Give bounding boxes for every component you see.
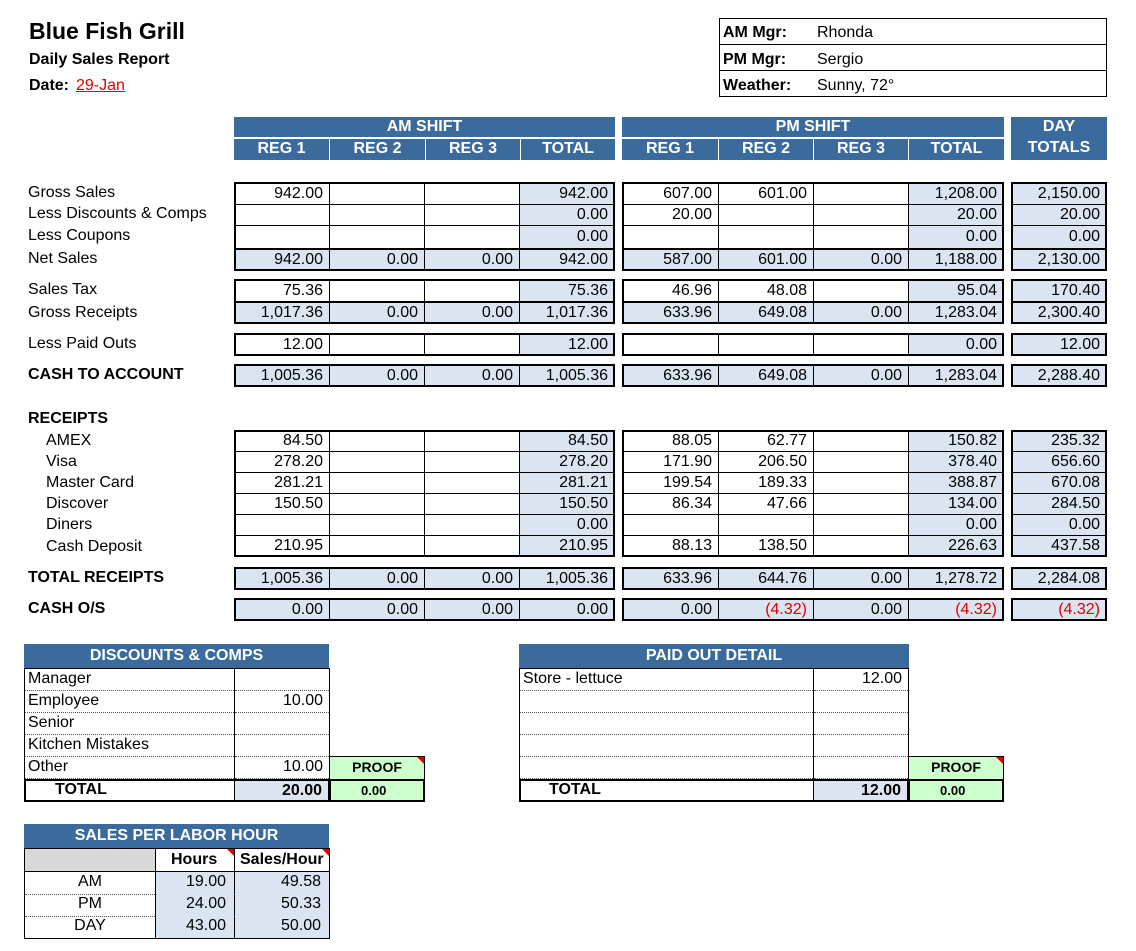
cell-visa-4[interactable]: 171.90 [622, 451, 719, 473]
discount-item-label: Senior [25, 713, 234, 735]
cell-net-sales-1[interactable]: 0.00 [329, 248, 425, 271]
cell-visa-3[interactable]: 278.20 [519, 451, 615, 473]
cell-master-card-6[interactable] [813, 472, 909, 494]
comment-indicator-icon [996, 757, 1003, 764]
cell-cash-to-account-3[interactable]: 1,005.36 [519, 364, 615, 387]
pm-total-header: TOTAL [909, 139, 1004, 160]
row-label-less-coupons: Less Coupons [28, 227, 131, 244]
cell-less-paid-outs-6[interactable] [813, 333, 909, 356]
discount-item-label: Kitchen Mistakes [25, 735, 234, 757]
cell-amex-6[interactable] [813, 430, 909, 452]
cell-diners-6[interactable] [813, 514, 909, 536]
am-total-header: TOTAL [521, 139, 615, 160]
cell-sales-tax-1[interactable] [329, 279, 425, 302]
cell-total-receipts-4[interactable]: 633.96 [622, 567, 719, 590]
cell-gross-sales-7[interactable]: 1,208.00 [908, 182, 1004, 205]
cell-gross-sales-0[interactable]: 942.00 [234, 182, 330, 205]
cell-less-discounts-8[interactable]: 20.00 [1011, 204, 1107, 226]
discount-item-value[interactable]: 10.00 [235, 691, 329, 713]
cell-less-paid-outs-0[interactable]: 12.00 [234, 333, 330, 356]
paid-out-item-value[interactable] [814, 757, 908, 779]
discounts-proof-label: PROOF [329, 756, 425, 780]
cell-gross-sales-8[interactable]: 2,150.00 [1011, 182, 1107, 205]
cell-less-discounts-2[interactable] [424, 204, 520, 226]
pm-reg3-header: REG 3 [814, 139, 908, 160]
labor-row-sales: 50.33 [235, 894, 329, 916]
paid-out-proof-value: 0.00 [908, 779, 1004, 802]
cell-visa-7[interactable]: 378.40 [908, 451, 1004, 473]
cell-less-coupons-0[interactable] [234, 225, 330, 249]
cell-net-sales-4[interactable]: 587.00 [622, 248, 719, 271]
cell-visa-5[interactable]: 206.50 [718, 451, 814, 473]
cell-master-card-3[interactable]: 281.21 [519, 472, 615, 494]
day-totals-header: TOTALS [1011, 138, 1107, 160]
cell-gross-sales-1[interactable] [329, 182, 425, 205]
discounts-total-value: 20.00 [234, 779, 330, 802]
row-label-cash-deposit: Cash Deposit [46, 538, 143, 555]
cell-gross-receipts-3[interactable]: 1,017.36 [519, 301, 615, 324]
cell-less-paid-outs-4[interactable] [622, 333, 719, 356]
am-reg2-header: REG 2 [330, 139, 425, 160]
cell-sales-tax-5[interactable]: 48.08 [718, 279, 814, 302]
discount-item-value[interactable] [235, 735, 329, 757]
cell-cash-deposit-2[interactable] [424, 535, 520, 557]
cell-less-coupons-1[interactable] [329, 225, 425, 249]
paid-out-item-label[interactable] [520, 691, 813, 713]
cell-master-card-4[interactable]: 199.54 [622, 472, 719, 494]
cell-less-coupons-5[interactable] [718, 225, 814, 249]
cell-gross-sales-3[interactable]: 942.00 [519, 182, 615, 205]
cell-visa-0[interactable]: 278.20 [234, 451, 330, 473]
cell-master-card-2[interactable] [424, 472, 520, 494]
cell-diners-2[interactable] [424, 514, 520, 536]
cell-discover-0[interactable]: 150.50 [234, 493, 330, 515]
cell-master-card-1[interactable] [329, 472, 425, 494]
day-header: DAY [1011, 117, 1107, 138]
row-label-visa: Visa [46, 453, 77, 470]
cell-less-discounts-3[interactable]: 0.00 [519, 204, 615, 226]
cell-total-receipts-6[interactable]: 0.00 [813, 567, 909, 590]
cell-diners-4[interactable] [622, 514, 719, 536]
cell-sales-tax-0[interactable]: 75.36 [234, 279, 330, 302]
comment-indicator-icon [322, 849, 329, 856]
cell-diners-1[interactable] [329, 514, 425, 536]
cell-total-receipts-0[interactable]: 1,005.36 [234, 567, 330, 590]
cell-visa-2[interactable] [424, 451, 520, 473]
row-label-diners: Diners [46, 516, 93, 533]
row-label-cash-to-account: CASH TO ACCOUNT [28, 366, 184, 383]
cell-amex-1[interactable] [329, 430, 425, 452]
paid-out-total-value: 12.00 [813, 779, 909, 802]
cell-cash-deposit-4[interactable]: 88.13 [622, 535, 719, 557]
row-label-gross-sales: Gross Sales [28, 184, 116, 201]
cell-less-discounts-5[interactable] [718, 204, 814, 226]
cell-cash-os-3[interactable]: 0.00 [519, 598, 615, 621]
cell-sales-tax-6[interactable] [813, 279, 909, 302]
cell-sales-tax-3[interactable]: 75.36 [519, 279, 615, 302]
paid-out-item-value[interactable]: 12.00 [814, 669, 908, 691]
row-label-discover: Discover [46, 495, 109, 512]
cell-gross-receipts-8[interactable]: 2,300.40 [1011, 301, 1107, 324]
paid-out-item-value[interactable] [814, 691, 908, 713]
labor-hours-header: Hours [171, 851, 218, 868]
cell-cash-to-account-0[interactable]: 1,005.36 [234, 364, 330, 387]
pm-reg2-header: REG 2 [719, 139, 813, 160]
cell-cash-to-account-5[interactable]: 649.08 [718, 364, 814, 387]
cell-cash-to-account-7[interactable]: 1,283.04 [908, 364, 1004, 387]
cell-cash-to-account-6[interactable]: 0.00 [813, 364, 909, 387]
cell-gross-receipts-2[interactable]: 0.00 [424, 301, 520, 324]
cell-cash-to-account-1[interactable]: 0.00 [329, 364, 425, 387]
labor-row-hours[interactable]: 24.00 [156, 894, 234, 916]
weather-label: Weather: [723, 77, 792, 94]
cell-total-receipts-2[interactable]: 0.00 [424, 567, 520, 590]
paid-out-item-label[interactable]: Store - lettuce [520, 669, 813, 691]
cell-total-receipts-3[interactable]: 1,005.36 [519, 567, 615, 590]
pm-mgr-value[interactable]: Sergio [817, 51, 864, 68]
paid-out-item-value[interactable] [814, 735, 908, 757]
cell-cash-deposit-3[interactable]: 210.95 [519, 535, 615, 557]
cell-total-receipts-5[interactable]: 644.76 [718, 567, 814, 590]
cell-cash-deposit-1[interactable] [329, 535, 425, 557]
cell-total-receipts-8[interactable]: 2,284.08 [1011, 567, 1107, 590]
cell-gross-sales-2[interactable] [424, 182, 520, 205]
comment-indicator-icon [417, 757, 424, 764]
cell-cash-to-account-2[interactable]: 0.00 [424, 364, 520, 387]
cell-gross-receipts-7[interactable]: 1,283.04 [908, 301, 1004, 324]
row-label-less-paid-outs: Less Paid Outs [28, 335, 137, 352]
cell-visa-8[interactable]: 656.60 [1011, 451, 1107, 473]
row-label-less-discounts: Less Discounts & Comps [28, 205, 207, 222]
cell-cash-deposit-5[interactable]: 138.50 [718, 535, 814, 557]
cell-gross-sales-4[interactable]: 607.00 [622, 182, 719, 205]
cell-amex-4[interactable]: 88.05 [622, 430, 719, 452]
cell-less-paid-outs-7[interactable]: 0.00 [908, 333, 1004, 356]
cell-discover-6[interactable] [813, 493, 909, 515]
cell-net-sales-6[interactable]: 0.00 [813, 248, 909, 271]
cell-discover-3[interactable]: 150.50 [519, 493, 615, 515]
paid-out-proof-label: PROOF [908, 756, 1004, 780]
cell-less-discounts-0[interactable] [234, 204, 330, 226]
paid-out-header: PAID OUT DETAIL [519, 644, 909, 668]
cell-cash-deposit-0[interactable]: 210.95 [234, 535, 330, 557]
cell-less-coupons-6[interactable] [813, 225, 909, 249]
cell-diners-5[interactable] [718, 514, 814, 536]
cell-less-discounts-1[interactable] [329, 204, 425, 226]
discounts-header: DISCOUNTS & COMPS [24, 644, 329, 668]
labor-sales-header: Sales/Hour [240, 851, 324, 868]
cell-cash-os-6[interactable]: 0.00 [813, 598, 909, 621]
pm-mgr-label: PM Mgr: [723, 51, 787, 68]
cell-sales-tax-2[interactable] [424, 279, 520, 302]
cell-master-card-7[interactable]: 388.87 [908, 472, 1004, 494]
cell-amex-8[interactable]: 235.32 [1011, 430, 1107, 452]
cell-less-discounts-4[interactable]: 20.00 [622, 204, 719, 226]
cell-diners-8[interactable]: 0.00 [1011, 514, 1107, 536]
paid-out-item-label[interactable] [520, 735, 813, 757]
cell-master-card-8[interactable]: 670.08 [1011, 472, 1107, 494]
date-label: Date: [29, 77, 70, 94]
cell-amex-3[interactable]: 84.50 [519, 430, 615, 452]
cell-less-paid-outs-8[interactable]: 12.00 [1011, 333, 1107, 356]
paid-out-item-label[interactable] [520, 757, 813, 779]
row-label-cash-os: CASH O/S [28, 600, 106, 617]
cell-gross-receipts-0[interactable]: 1,017.36 [234, 301, 330, 324]
row-label-amex: AMEX [46, 432, 92, 449]
discount-item-label: Other [25, 757, 234, 779]
row-label-sales-tax: Sales Tax [28, 281, 98, 298]
discounts-proof-value: 0.00 [329, 779, 425, 802]
paid-out-item-label[interactable] [520, 713, 813, 735]
cell-sales-tax-7[interactable]: 95.04 [908, 279, 1004, 302]
cell-master-card-5[interactable]: 189.33 [718, 472, 814, 494]
pm-shift-header: PM SHIFT [622, 117, 1004, 138]
cell-gross-receipts-4[interactable]: 633.96 [622, 301, 719, 324]
am-mgr-value[interactable]: Rhonda [817, 24, 874, 41]
comment-indicator-icon [227, 849, 234, 856]
receipts-heading: RECEIPTS [28, 410, 109, 427]
cell-cash-os-1[interactable]: 0.00 [329, 598, 425, 621]
cell-less-paid-outs-3[interactable]: 12.00 [519, 333, 615, 356]
cell-cash-os-8[interactable]: (4.32) [1011, 598, 1107, 621]
labor-row-sales: 50.00 [235, 916, 329, 938]
cell-net-sales-5[interactable]: 601.00 [718, 248, 814, 271]
cell-visa-6[interactable] [813, 451, 909, 473]
cell-cash-os-7[interactable]: (4.32) [908, 598, 1004, 621]
cell-gross-sales-5[interactable]: 601.00 [718, 182, 814, 205]
cell-cash-deposit-8[interactable]: 437.58 [1011, 535, 1107, 557]
report-title: Blue Fish Grill [29, 18, 185, 44]
cell-less-paid-outs-1[interactable] [329, 333, 425, 356]
am-reg1-header: REG 1 [234, 139, 329, 160]
am-mgr-label: AM Mgr: [723, 24, 787, 41]
cell-net-sales-8[interactable]: 2,130.00 [1011, 248, 1107, 271]
row-label-total-receipts: TOTAL RECEIPTS [28, 569, 165, 586]
cell-discover-2[interactable] [424, 493, 520, 515]
cell-sales-tax-8[interactable]: 170.40 [1011, 279, 1107, 302]
cell-gross-receipts-5[interactable]: 649.08 [718, 301, 814, 324]
am-reg3-header: REG 3 [426, 139, 520, 160]
cell-less-coupons-3[interactable]: 0.00 [519, 225, 615, 249]
cell-amex-0[interactable]: 84.50 [234, 430, 330, 452]
report-subtitle: Daily Sales Report [29, 51, 170, 68]
cell-sales-tax-4[interactable]: 46.96 [622, 279, 719, 302]
discount-item-value[interactable] [235, 669, 329, 691]
pm-reg1-header: REG 1 [622, 139, 718, 160]
discount-item-value[interactable] [235, 713, 329, 735]
cell-less-paid-outs-2[interactable] [424, 333, 520, 356]
cell-cash-deposit-7[interactable]: 226.63 [908, 535, 1004, 557]
cell-diners-7[interactable]: 0.00 [908, 514, 1004, 536]
cell-amex-2[interactable] [424, 430, 520, 452]
discount-item-value[interactable]: 10.00 [235, 757, 329, 779]
discount-item-label: Manager [25, 669, 234, 691]
cell-amex-7[interactable]: 150.82 [908, 430, 1004, 452]
cell-gross-receipts-1[interactable]: 0.00 [329, 301, 425, 324]
cell-diners-0[interactable] [234, 514, 330, 536]
weather-value[interactable]: Sunny, 72° [817, 77, 895, 94]
cell-amex-5[interactable]: 62.77 [718, 430, 814, 452]
cell-gross-receipts-6[interactable]: 0.00 [813, 301, 909, 324]
labor-header: SALES PER LABOR HOUR [24, 824, 329, 848]
cell-net-sales-2[interactable]: 0.00 [424, 248, 520, 271]
labor-row-hours[interactable]: 19.00 [156, 872, 234, 894]
labor-row-sales: 49.58 [235, 872, 329, 894]
cell-master-card-0[interactable]: 281.21 [234, 472, 330, 494]
cell-less-coupons-7[interactable]: 0.00 [908, 225, 1004, 249]
cell-cash-deposit-6[interactable] [813, 535, 909, 557]
cell-cash-os-5[interactable]: (4.32) [718, 598, 814, 621]
paid-out-total-label: TOTAL [549, 781, 601, 798]
cell-total-receipts-1[interactable]: 0.00 [329, 567, 425, 590]
date-value[interactable]: 29-Jan [76, 77, 125, 94]
cell-discover-4[interactable]: 86.34 [622, 493, 719, 515]
cell-discover-1[interactable] [329, 493, 425, 515]
cell-less-coupons-2[interactable] [424, 225, 520, 249]
cell-net-sales-0[interactable]: 942.00 [234, 248, 330, 271]
cell-gross-sales-6[interactable] [813, 182, 909, 205]
cell-discover-5[interactable]: 47.66 [718, 493, 814, 515]
cell-less-paid-outs-5[interactable] [718, 333, 814, 356]
cell-discover-7[interactable]: 134.00 [908, 493, 1004, 515]
cell-less-coupons-4[interactable] [622, 225, 719, 249]
cell-cash-to-account-4[interactable]: 633.96 [622, 364, 719, 387]
cell-less-discounts-7[interactable]: 20.00 [908, 204, 1004, 226]
discounts-total-label: TOTAL [55, 781, 107, 798]
cell-discover-8[interactable]: 284.50 [1011, 493, 1107, 515]
cell-cash-to-account-8[interactable]: 2,288.40 [1011, 364, 1107, 387]
cell-net-sales-7[interactable]: 1,188.00 [908, 248, 1004, 271]
cell-less-coupons-8[interactable]: 0.00 [1011, 225, 1107, 249]
labor-row-label: PM [78, 895, 102, 912]
manager-box [719, 18, 1107, 97]
am-shift-header: AM SHIFT [234, 117, 615, 138]
cell-diners-3[interactable]: 0.00 [519, 514, 615, 536]
paid-out-item-value[interactable] [814, 713, 908, 735]
cell-net-sales-3[interactable]: 942.00 [519, 248, 615, 271]
cell-visa-1[interactable] [329, 451, 425, 473]
labor-row-label: AM [78, 873, 102, 890]
cell-total-receipts-7[interactable]: 1,278.72 [908, 567, 1004, 590]
row-label-net-sales: Net Sales [28, 250, 98, 267]
row-label-gross-receipts: Gross Receipts [28, 304, 138, 321]
cell-cash-os-0[interactable]: 0.00 [234, 598, 330, 621]
row-label-master-card: Master Card [46, 474, 135, 491]
cell-less-discounts-6[interactable] [813, 204, 909, 226]
discount-item-label: Employee [25, 691, 234, 713]
cell-cash-os-4[interactable]: 0.00 [622, 598, 719, 621]
cell-cash-os-2[interactable]: 0.00 [424, 598, 520, 621]
labor-row-label: DAY [74, 917, 106, 934]
labor-row-hours[interactable]: 43.00 [156, 916, 234, 938]
